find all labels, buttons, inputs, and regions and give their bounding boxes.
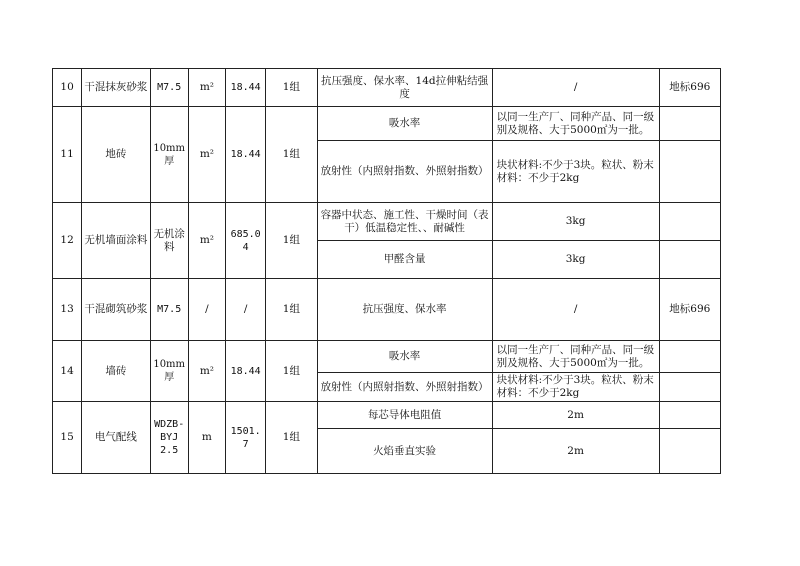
group-count: 1组 [266,107,317,203]
test-item: 抗压强度、保水率 [317,279,492,341]
test-item: 火焰垂直实验 [317,429,492,474]
group-count: 1组 [266,69,317,107]
standard-note [659,241,720,279]
row-number: 15 [53,402,82,474]
material-spec: M7.5 [150,69,188,107]
material-name: 干混砌筑砂浆 [82,279,150,341]
material-name: 地砖 [82,107,150,203]
row-number: 11 [53,107,82,203]
sampling-rule: 3kg [492,203,659,241]
unit: m² [188,69,225,107]
material-name: 电气配线 [82,402,150,474]
standard-note [659,141,720,203]
table-row [53,203,721,241]
material-spec: 无机涂料 [150,203,188,279]
test-item: 每芯导体电阻值 [317,402,492,429]
sampling-rule: 块状材料:不少于3块。粒状、粉末材料：不少于2kg [492,373,659,402]
material-spec: WDZB-BYJ 2.5 [150,402,188,474]
sampling-rule: 以同一生产厂、同种产品、同一级别及规格、大于5000㎡为一批。 [492,341,659,373]
sampling-rule: 2m [492,429,659,474]
test-item: 抗压强度、保水率、14d拉伸粘结强度 [317,69,492,107]
unit: m² [188,203,225,279]
group-count: 1组 [266,279,317,341]
quantity: 18.44 [226,107,266,203]
quantity: 18.44 [226,69,266,107]
unit: m² [188,341,225,402]
standard-note [659,373,720,402]
sampling-rule: 块状材料:不少于3块。粒状、粉末材料：不少于2kg [492,141,659,203]
unit: m [188,402,225,474]
quantity: / [226,279,266,341]
material-name: 干混抹灰砂浆 [82,69,150,107]
material-spec: M7.5 [150,279,188,341]
test-item: 吸水率 [317,341,492,373]
sampling-rule: / [492,279,659,341]
table-row [53,341,721,373]
quantity: 18.44 [226,341,266,402]
table-row [53,69,721,107]
standard-note [659,429,720,474]
material-name: 无机墙面涂料 [82,203,150,279]
group-count: 1组 [266,341,317,402]
test-item: 放射性（内照射指数、外照射指数） [317,373,492,402]
material-spec: 10mm厚 [150,107,188,203]
test-item: 吸水率 [317,107,492,141]
table-row [53,402,721,429]
sampling-rule: 以同一生产厂、同种产品、同一级别及规格、大于5000㎡为一批。 [492,107,659,141]
material-name: 墙砖 [82,341,150,402]
row-number: 13 [53,279,82,341]
unit: m² [188,107,225,203]
standard-note [659,402,720,429]
group-count: 1组 [266,402,317,474]
group-count: 1组 [266,203,317,279]
standard-note: 地标696 [659,69,720,107]
standard-note [659,107,720,141]
test-item: 甲醛含量 [317,241,492,279]
row-number: 14 [53,341,82,402]
sampling-rule: 3kg [492,241,659,279]
sampling-rule: / [492,69,659,107]
quantity: 685.04 [226,203,266,279]
unit: / [188,279,225,341]
material-spec: 10mm厚 [150,341,188,402]
standard-note [659,341,720,373]
standard-note [659,203,720,241]
test-item: 放射性（内照射指数、外照射指数） [317,141,492,203]
table-row [53,107,721,141]
test-item: 容器中状态、施工性、干燥时间（表干）低温稳定性、、耐碱性 [317,203,492,241]
inspection-table [52,68,721,474]
table-row [53,279,721,341]
sampling-rule: 2m [492,402,659,429]
quantity: 1501.7 [226,402,266,474]
row-number: 12 [53,203,82,279]
row-number: 10 [53,69,82,107]
standard-note: 地标696 [659,279,720,341]
